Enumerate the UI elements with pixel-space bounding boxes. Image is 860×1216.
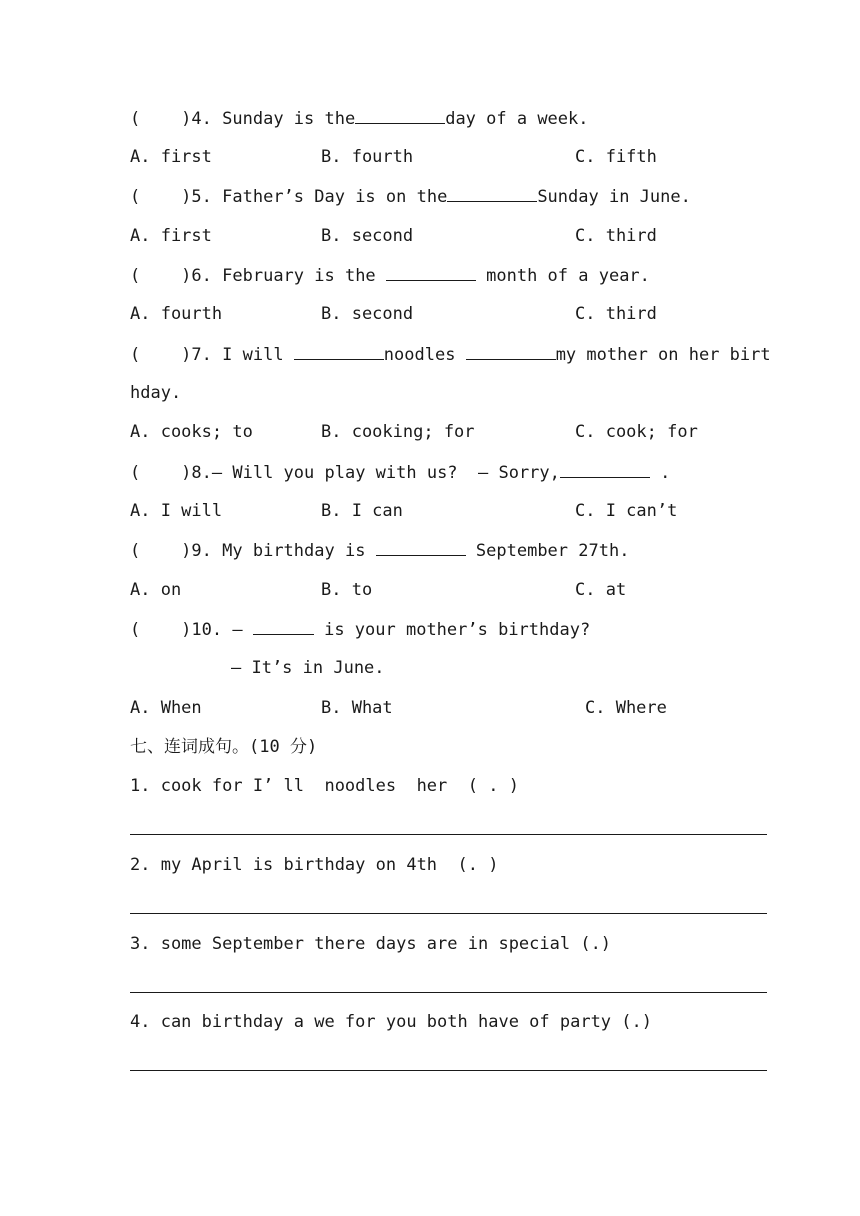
answer-paren[interactable]: ( ) [130,620,192,640]
option-a[interactable]: A. I will [130,501,223,521]
fill-blank[interactable] [447,185,537,202]
option-b[interactable]: B. What [321,698,393,718]
option-b[interactable]: B. fourth [321,147,414,167]
question-text-post: Sunday in June. [537,187,691,207]
question-9 [130,539,629,561]
question-number: 4. [191,109,212,129]
option-c[interactable]: C. Where [585,698,667,718]
answer-paren[interactable]: ( ) [130,345,192,365]
option-c[interactable]: C. third [575,304,657,324]
answer-line-2[interactable] [130,913,767,914]
option-b[interactable]: B. cooking; for [321,422,475,442]
sentence-1: 1. cook for I’ ll noodles her ( . ) [130,776,519,796]
fill-blank[interactable] [294,343,384,360]
question-text-pre: — [222,620,253,640]
option-b[interactable]: B. second [321,304,414,324]
option-c[interactable]: C. I can’t [575,501,678,521]
question-text-pre: Father’s Day is on the [211,187,448,207]
fill-blank[interactable] [386,264,476,281]
answer-line-1[interactable] [130,834,767,835]
option-b[interactable]: B. second [321,226,414,246]
question-text-post: day of a week. [445,109,589,129]
answer-paren[interactable]: ( ) [130,187,192,207]
question-text-post: is your mother’s birthday? [313,620,591,640]
question-6 [130,264,650,286]
answer-paren[interactable]: ( ) [130,463,192,483]
option-a[interactable]: A. When [130,698,202,718]
option-c[interactable]: C. fifth [575,147,657,167]
question-number: 8. [191,463,212,483]
question-text-pre: Sunday is the [211,109,356,129]
question-5 [130,185,691,207]
question-7-continuation: hday. [130,383,182,403]
question-text-pre: February is the [211,266,386,286]
question-10 [130,618,590,640]
fill-blank[interactable] [376,539,466,556]
option-a[interactable]: A. first [130,147,212,167]
option-c[interactable]: C. cook; for [575,422,698,442]
option-c[interactable]: C. third [575,226,657,246]
question-text-pre: I will [211,345,294,365]
question-number: 9. [191,541,212,561]
question-8 [130,461,670,483]
option-a[interactable]: A. fourth [130,304,223,324]
answer-line-3[interactable] [130,992,767,993]
question-number: 10. [191,620,223,640]
question-text-post: September 27th. [465,541,630,561]
fill-blank[interactable] [560,461,650,478]
sentence-4: 4. can birthday a we for you both have of party (.) [130,1012,652,1032]
sentence-3: 3. some September there days are in special (.) [130,934,612,954]
fill-blank[interactable] [355,107,445,124]
option-c[interactable]: C. at [575,580,627,600]
question-text-pre: — Will you play with us? — Sorry, [211,463,560,483]
question-text-post: . [649,463,671,483]
answer-paren[interactable]: ( ) [130,109,192,129]
question-7 [130,343,771,365]
fill-blank[interactable] [253,618,314,635]
question-number: 5. [191,187,212,207]
question-text-mid: noodles [383,345,466,365]
sentence-2: 2. my April is birthday on 4th (. ) [130,855,499,875]
question-text-post: my mother on her birt [555,345,771,365]
question-text-post: month of a year. [475,266,650,286]
option-a[interactable]: A. on [130,580,182,600]
section-title: 七、连词成句。(10 分) [130,737,318,757]
answer-line-4[interactable] [130,1070,767,1071]
question-number: 6. [191,266,212,286]
option-a[interactable]: A. cooks; to [130,422,253,442]
question-4 [130,107,589,129]
option-a[interactable]: A. first [130,226,212,246]
answer-paren[interactable]: ( ) [130,266,192,286]
fill-blank[interactable] [466,343,556,360]
option-b[interactable]: B. I can [321,501,403,521]
option-b[interactable]: B. to [321,580,373,600]
question-10-reply: — It’s in June. [231,658,385,678]
question-text-pre: My birthday is [211,541,376,561]
question-number: 7. [191,345,212,365]
answer-paren[interactable]: ( ) [130,541,192,561]
